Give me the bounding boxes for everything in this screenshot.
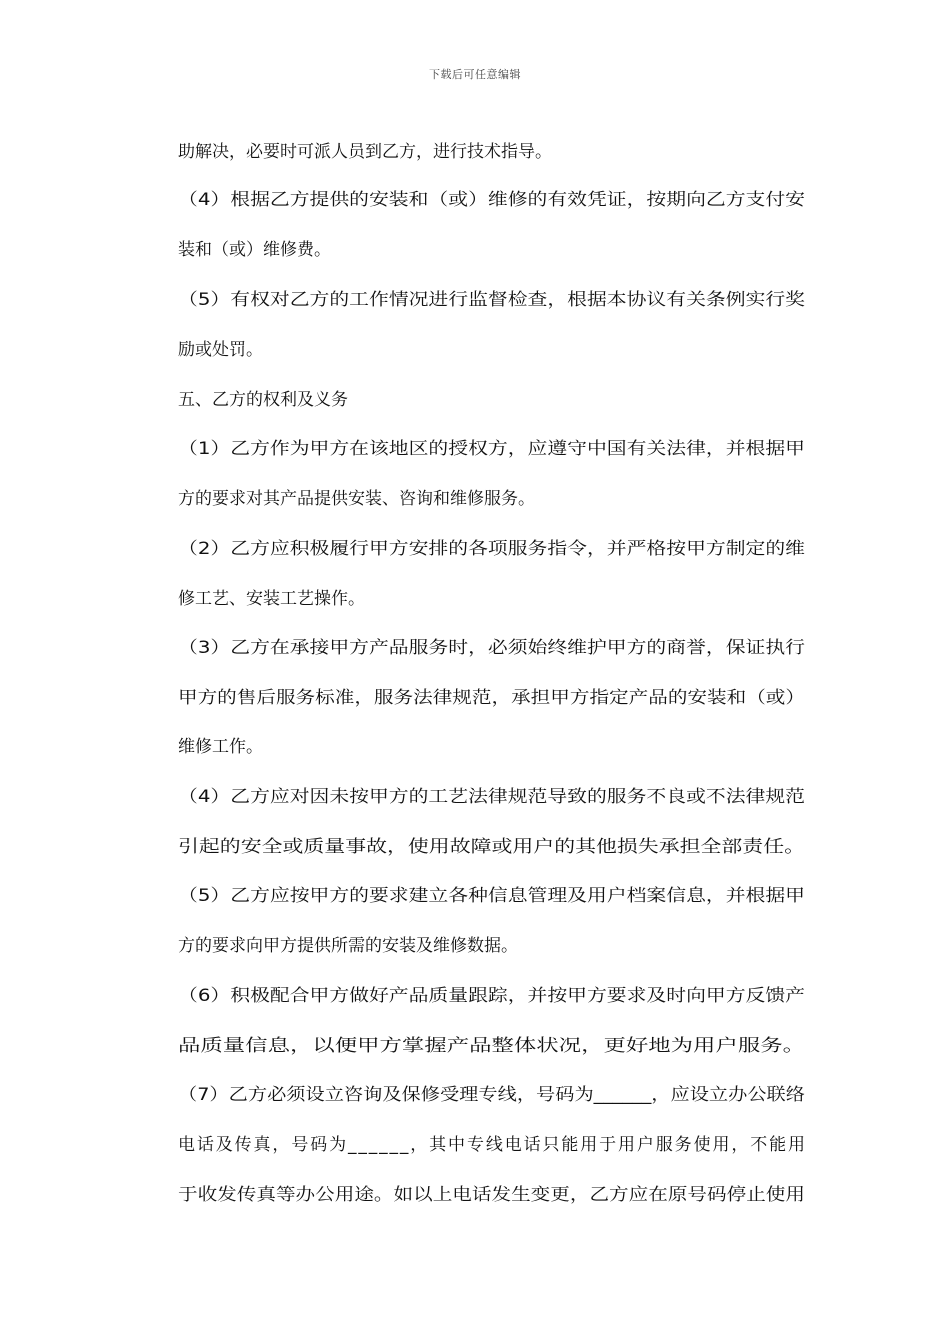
body-line: [178, 785, 950, 809]
body-line-text: 装和（或）维修费。: [178, 240, 331, 260]
body-line: [178, 140, 950, 164]
body-line: [178, 735, 950, 759]
body-line: [178, 636, 950, 660]
body-line-text: （4）乙方应对因未按甲方的工艺法律规范导致的服务不良或不法律规范: [178, 787, 805, 807]
section-heading-text: 五、乙方的权利及义务: [178, 390, 348, 410]
body-line: [178, 188, 950, 212]
body-line-text: 于收发传真等办公用途。如以上电话发生变更，乙方应在原号码停止使用: [178, 1185, 805, 1205]
body-line-text: 引起的安全或质量事故，使用故障或用户的其他损失承担全部责任。: [178, 837, 805, 857]
body-line: [178, 884, 950, 908]
body-line-text: 方的要求对其产品提供安装、咨询和维修服务。: [178, 489, 535, 509]
section-heading: [178, 388, 950, 412]
body-line-text: （2）乙方应积极履行甲方安排的各项服务指令，并严格按甲方制定的维: [178, 539, 805, 559]
body-line-text: 励或处罚。: [178, 340, 263, 360]
body-line: [178, 238, 950, 262]
body-line: [178, 587, 950, 611]
body-line-text: （7）乙方必须设立咨询及保修受理专线，号码为______，应设立办公联络: [178, 1085, 805, 1105]
body-line-text: （1）乙方作为甲方在该地区的授权方，应遵守中国有关法律，并根据甲: [178, 439, 805, 459]
body-line: [178, 1083, 950, 1107]
body-line: [178, 288, 950, 312]
body-line-text: 维修工作。: [178, 737, 263, 757]
body-line: [178, 487, 950, 511]
body-line-text: （5）乙方应按甲方的要求建立各种信息管理及用户档案信息，并根据甲: [178, 886, 805, 906]
body-line: [178, 338, 950, 362]
body-line-text: 电话及传真，号码为______，其中专线电话只能用于用户服务使用，不能用: [178, 1135, 807, 1155]
body-line: [178, 835, 950, 859]
body-line: [178, 934, 950, 958]
body-line: [178, 686, 950, 710]
body-line: [178, 1183, 950, 1207]
body-line: [178, 1034, 950, 1058]
body-line-text: 助解决，必要时可派人员到乙方，进行技术指导。: [178, 142, 552, 162]
body-line: [178, 537, 950, 561]
body-line-text: （3）乙方在承接甲方产品服务时，必须始终维护甲方的商誉，保证执行: [178, 638, 805, 658]
body-line-text: 方的要求向甲方提供所需的安装及维修数据。: [178, 936, 518, 956]
body-line-text: （4）根据乙方提供的安装和（或）维修的有效凭证，按期向乙方支付安: [178, 190, 805, 210]
body-line-text: 品质量信息，以便甲方掌握产品整体状况，更好地为用户服务。: [178, 1036, 805, 1056]
body-line: [178, 1133, 950, 1157]
body-line-text: 修工艺、安装工艺操作。: [178, 589, 365, 609]
body-line-text: 甲方的售后服务标准，服务法律规范，承担甲方指定产品的安装和（或）: [178, 688, 805, 708]
body-line: [178, 437, 950, 461]
page-header: 下载后可任意编辑: [429, 68, 521, 81]
body-line: [178, 984, 950, 1008]
body-line-text: （6）积极配合甲方做好产品质量跟踪，并按甲方要求及时向甲方反馈产: [178, 986, 805, 1006]
body-line-text: （5）有权对乙方的工作情况进行监督检查，根据本协议有关条例实行奖: [178, 290, 805, 310]
